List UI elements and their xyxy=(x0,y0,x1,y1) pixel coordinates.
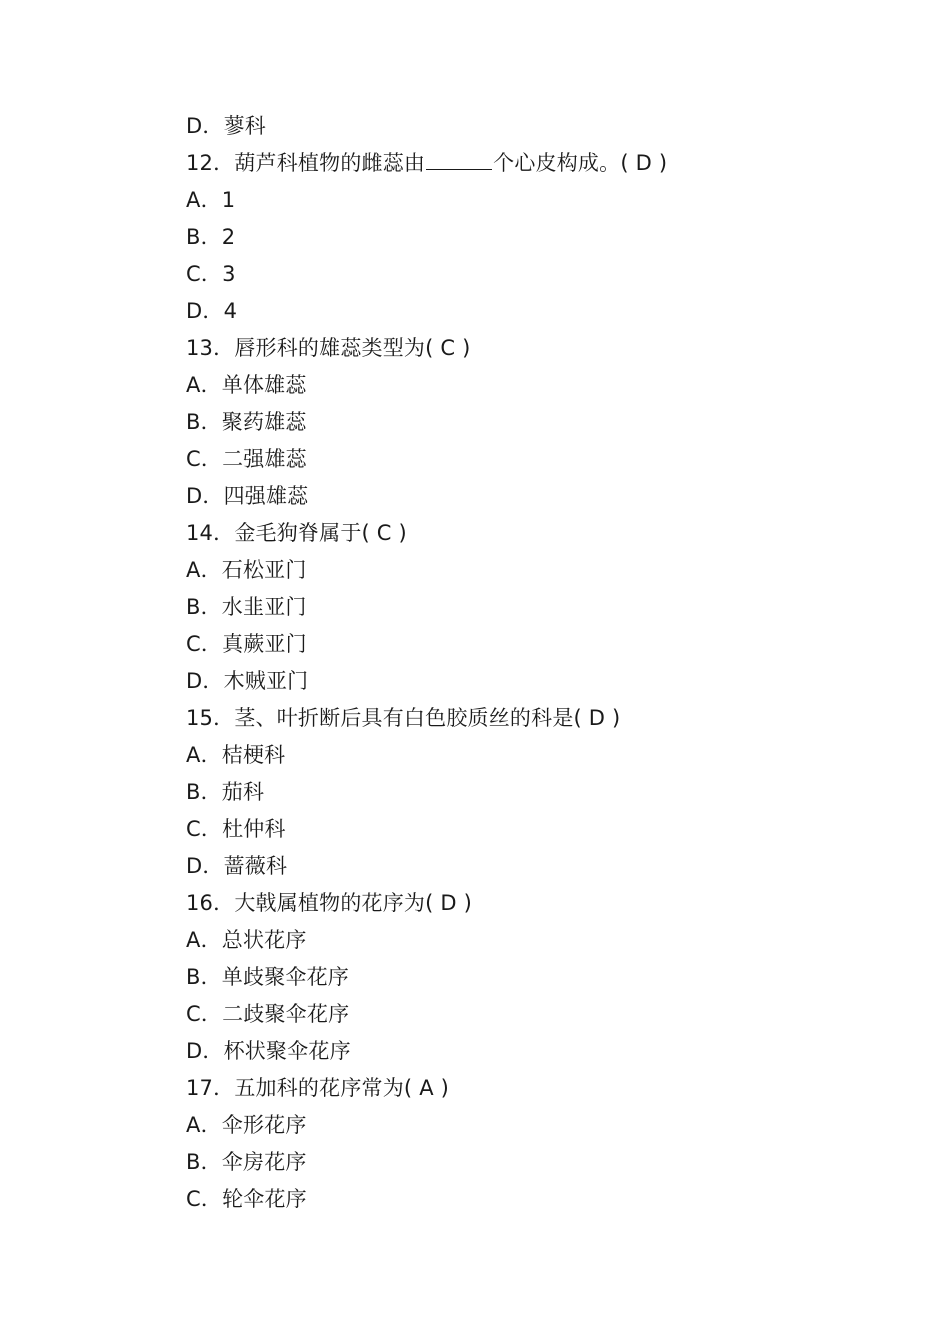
option-line: B．单歧聚伞花序 xyxy=(186,965,350,989)
option-line: C．3 xyxy=(186,262,236,286)
option-line: B．水韭亚门 xyxy=(186,595,307,619)
option-line: A．单体雄蕊 xyxy=(186,373,307,397)
question-line xyxy=(186,145,886,182)
option-line: B．伞房花序 xyxy=(186,1150,307,1174)
question-line: 14．金毛狗脊属于( C ) xyxy=(186,521,407,545)
option-line: D．杯状聚伞花序 xyxy=(186,1039,351,1063)
fill-in-blank xyxy=(426,147,492,170)
question-line: 15．茎、叶折断后具有白色胶质丝的科是( D ) xyxy=(186,706,621,730)
option-line: D．4 xyxy=(186,299,238,323)
option-line: D．蓼科 xyxy=(186,114,266,138)
option-line: C．二强雄蕊 xyxy=(186,447,307,471)
document-page xyxy=(186,108,886,1218)
question-line: 17．五加科的花序常为( A ) xyxy=(186,1076,450,1100)
option-line: B．2 xyxy=(186,225,236,249)
option-line: A．总状花序 xyxy=(186,928,307,952)
option-line: A．石松亚门 xyxy=(186,558,307,582)
option-line: D．四强雄蕊 xyxy=(186,484,309,508)
question-line: 16．大戟属植物的花序为( D ) xyxy=(186,891,473,915)
option-line: C．杜仲科 xyxy=(186,817,286,841)
option-line: C．二歧聚伞花序 xyxy=(186,1002,350,1026)
option-line: D．木贼亚门 xyxy=(186,669,309,693)
option-line: A．伞形花序 xyxy=(186,1113,307,1137)
option-line: A．桔梗科 xyxy=(186,743,286,767)
question-text-before-blank: 12．葫芦科植物的雌蕊由 xyxy=(186,151,426,175)
option-line: C．轮伞花序 xyxy=(186,1187,307,1211)
option-line: B．聚药雄蕊 xyxy=(186,410,307,434)
option-line: D．蔷薇科 xyxy=(186,854,288,878)
option-line: C．真蕨亚门 xyxy=(186,632,307,656)
question-line: 13．唇形科的雄蕊类型为( C ) xyxy=(186,336,471,360)
question-text-after-blank: 个心皮构成。( D ) xyxy=(493,151,668,175)
option-line: A．1 xyxy=(186,188,236,212)
option-line: B．茄科 xyxy=(186,780,265,804)
